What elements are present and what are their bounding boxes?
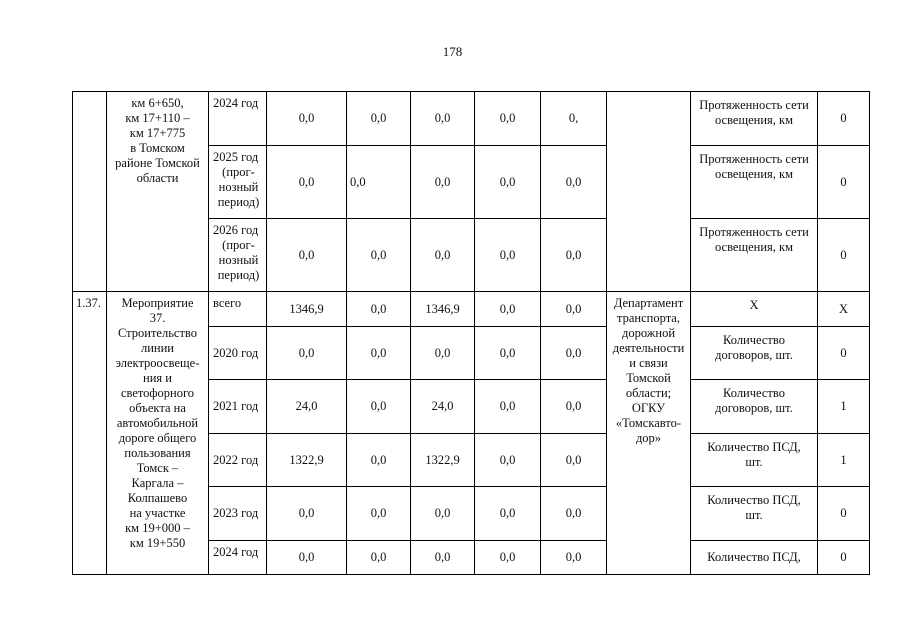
indicator-value-cell: Х [818, 292, 870, 327]
year-cell: 2024 год [209, 541, 267, 575]
value-cell: 0,0 [347, 92, 411, 146]
value-cell: 0,0 [541, 541, 607, 575]
value-cell: 0,0 [411, 219, 475, 292]
page-number: 178 [442, 44, 463, 59]
value-cell: 0,0 [475, 434, 541, 487]
value-cell: 1322,9 [411, 434, 475, 487]
executor-cell [607, 92, 691, 292]
indicator-cell: Х [691, 292, 818, 327]
indicator-value-cell: 0 [818, 487, 870, 541]
value-cell: 0,0 [347, 219, 411, 292]
value-cell: 0,0 [475, 487, 541, 541]
program-table [72, 91, 870, 575]
value-cell: 24,0 [411, 380, 475, 434]
value-cell: 0,0 [475, 292, 541, 327]
value-cell: 24,0 [267, 380, 347, 434]
year-cell: 2022 год [209, 434, 267, 487]
indicator-cell: Протяженность сети освещения, км [691, 92, 818, 146]
value-cell: 1346,9 [267, 292, 347, 327]
value-cell: 1346,9 [411, 292, 475, 327]
value-cell: 0,0 [267, 146, 347, 219]
value-cell: 0,0 [267, 327, 347, 380]
indicator-value-cell: 0 [818, 219, 870, 292]
indicator-value-cell: 0 [818, 541, 870, 575]
year-cell: 2021 год [209, 380, 267, 434]
value-cell: 1322,9 [267, 434, 347, 487]
indicator-cell: Количество договоров, шт. [691, 380, 818, 434]
value-cell: 0,0 [411, 146, 475, 219]
year-cell: всего [209, 292, 267, 327]
executor-cell: Департамент транспорта, дорожной деятельности и связи Томской области; ОГКУ «Томскавто- дор» [607, 292, 691, 575]
value-cell: 0,0 [411, 327, 475, 380]
value-cell: 0,0 [267, 92, 347, 146]
indicator-cell: Количество ПСД, шт. [691, 487, 818, 541]
value-cell: 0,0 [541, 434, 607, 487]
row-number-cell: 1.37. [73, 292, 107, 575]
location-cell: км 6+650, км 17+110 – км 17+775 в Томском районе Томской области [107, 92, 209, 292]
value-cell: 0,0 [475, 146, 541, 219]
value-cell: 0,0 [347, 380, 411, 434]
year-cell: 2025 год (прог- нозный период) [209, 146, 267, 219]
value-cell: 0,0 [347, 292, 411, 327]
value-cell: 0,0 [475, 92, 541, 146]
value-cell: 0,0 [475, 380, 541, 434]
indicator-cell: Количество ПСД, шт. [691, 434, 818, 487]
year-cell: 2023 год [209, 487, 267, 541]
value-cell: 0,0 [347, 434, 411, 487]
indicator-value-cell: 0 [818, 92, 870, 146]
value-cell: 0,0 [541, 219, 607, 292]
year-cell: 2026 год (прог- нозный период) [209, 219, 267, 292]
indicator-cell: Количество ПСД, [691, 541, 818, 575]
value-cell: 0,0 [347, 541, 411, 575]
value-cell: 0,0 [541, 380, 607, 434]
year-cell: 2020 год [209, 327, 267, 380]
value-cell: 0,0 [411, 541, 475, 575]
indicator-value-cell: 1 [818, 434, 870, 487]
value-cell: 0,0 [267, 487, 347, 541]
value-cell: 0,0 [475, 219, 541, 292]
value-cell: 0,0 [267, 541, 347, 575]
year-cell: 2024 год [209, 92, 267, 146]
value-cell: 0,0 [475, 541, 541, 575]
value-cell: 0,0 [411, 487, 475, 541]
table-row [73, 292, 870, 327]
indicator-value-cell: 0 [818, 327, 870, 380]
value-cell: 0,0 [267, 219, 347, 292]
indicator-cell: Протяженность сети освещения, км [691, 146, 818, 219]
row-number-cell [73, 92, 107, 292]
value-cell: 0,0 [347, 327, 411, 380]
value-cell: 0,0 [411, 92, 475, 146]
indicator-cell: Протяженность сети освещения, км [691, 219, 818, 292]
measure-name-cell: Мероприятие 37. Строительство линии электроосвеще- ния и светофорного объекта на автомобильной дороге общего пользования Томск – Каргала – Колпашево на участке км 19+000 – км 19+550 [107, 292, 209, 575]
value-cell: 0, [541, 92, 607, 146]
indicator-value-cell: 1 [818, 380, 870, 434]
table-row [73, 92, 870, 146]
value-cell: 0,0 [475, 327, 541, 380]
value-cell: 0,0 [541, 146, 607, 219]
value-cell: 0,0 [347, 146, 411, 219]
value-cell: 0,0 [541, 292, 607, 327]
indicator-cell: Количество договоров, шт. [691, 327, 818, 380]
value-cell: 0,0 [541, 487, 607, 541]
value-cell: 0,0 [347, 487, 411, 541]
indicator-value-cell: 0 [818, 146, 870, 219]
value-cell: 0,0 [541, 327, 607, 380]
